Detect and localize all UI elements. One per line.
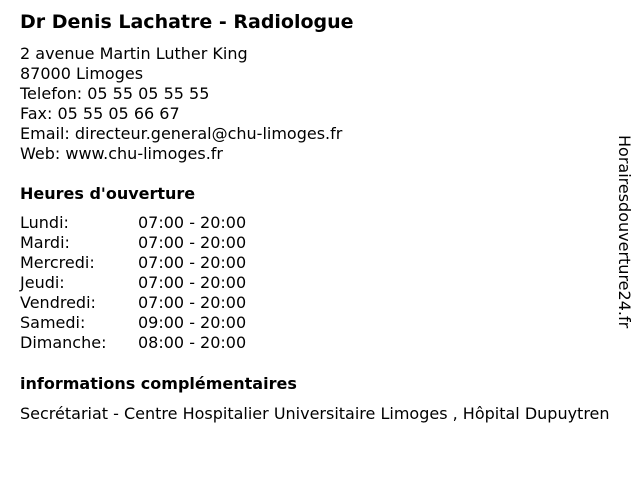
fax-number: Fax: 05 55 05 66 67 <box>20 104 180 123</box>
hours-day: Lundi: <box>20 213 69 232</box>
hours-row-wednesday <box>20 253 246 273</box>
page-title: Dr Denis Lachatre - Radiologue <box>20 11 354 33</box>
hours-row-sunday <box>20 333 246 353</box>
opening-hours-heading: Heures d'ouverture <box>20 184 196 203</box>
address-block <box>20 44 342 164</box>
website: Web: www.chu-limoges.fr <box>20 144 223 163</box>
email-address: Email: directeur.general@chu-limoges.fr <box>20 124 343 143</box>
opening-hours-list <box>20 213 246 353</box>
hours-day: Jeudi: <box>20 273 65 292</box>
hours-time: 08:00 - 20:00 <box>138 333 247 352</box>
hours-time: 07:00 - 20:00 <box>138 233 247 252</box>
hours-time: 07:00 - 20:00 <box>138 253 247 272</box>
city: 87000 Limoges <box>20 64 144 83</box>
hours-day: Mardi: <box>20 233 70 252</box>
hours-time: 07:00 - 20:00 <box>138 293 247 312</box>
hours-day: Vendredi: <box>20 293 96 312</box>
hours-row-monday <box>20 213 246 233</box>
hours-row-tuesday <box>20 233 246 253</box>
hours-day: Mercredi: <box>20 253 95 272</box>
street-address: 2 avenue Martin Luther King <box>20 44 248 63</box>
site-watermark: Horairesdouverture24.fr <box>615 135 634 329</box>
hours-day: Dimanche: <box>20 333 107 352</box>
phone-number: Telefon: 05 55 05 55 55 <box>20 84 210 103</box>
hours-row-friday <box>20 293 246 313</box>
hours-time: 07:00 - 20:00 <box>138 273 247 292</box>
additional-info-text: Secrétariat - Centre Hospitalier Universitaire Limoges , Hôpital Dupuytren <box>20 404 610 423</box>
additional-info-heading: informations complémentaires <box>20 374 297 393</box>
hours-row-thursday <box>20 273 246 293</box>
hours-row-saturday <box>20 313 246 333</box>
hours-day: Samedi: <box>20 313 86 332</box>
hours-time: 07:00 - 20:00 <box>138 213 247 232</box>
hours-time: 09:00 - 20:00 <box>138 313 247 332</box>
